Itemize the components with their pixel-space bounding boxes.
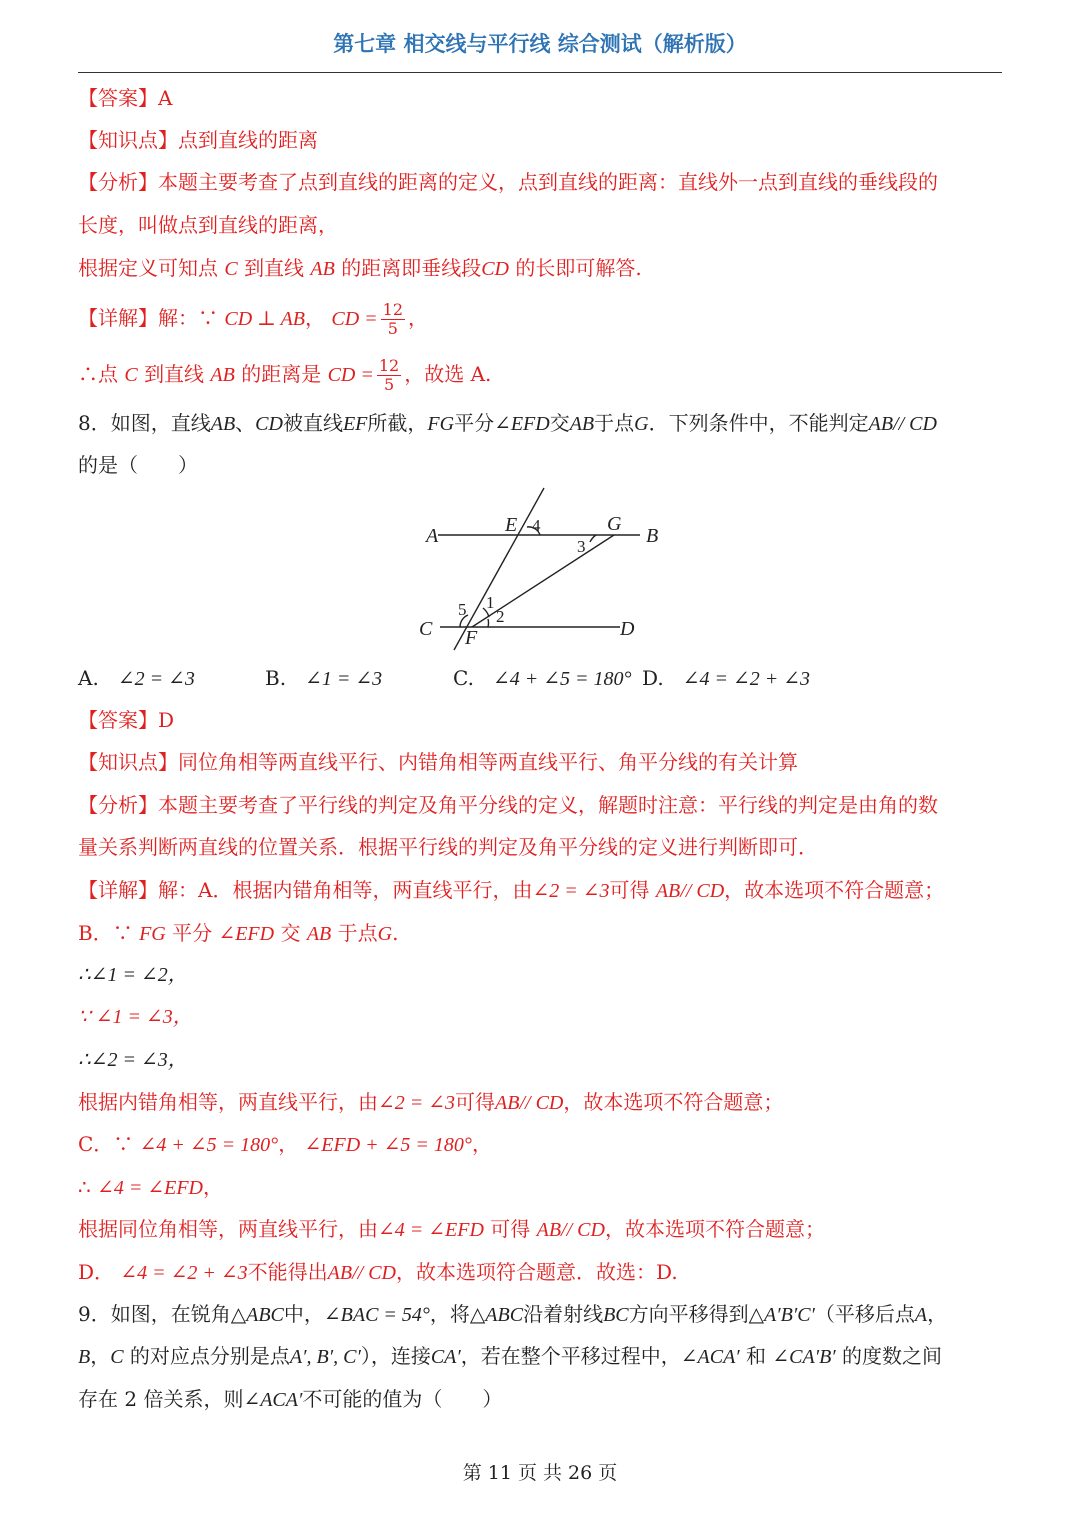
math: AB// CD — [327, 1262, 397, 1284]
text: B．∵ — [78, 921, 133, 945]
q8-knowledge-line — [78, 748, 1002, 776]
text: ，故本选项不符合题意； — [604, 1217, 825, 1241]
option-text: ∠2 = ∠3 — [117, 668, 195, 690]
math: CD — [481, 258, 510, 280]
math: ∠EFD — [494, 413, 550, 435]
option-label: A. — [78, 666, 99, 690]
text: 的度数之间 — [842, 1344, 943, 1368]
q7-knowledge-line — [78, 126, 1002, 154]
math: CA′ — [430, 1346, 461, 1368]
math: △ABC — [469, 1304, 524, 1326]
text: 的距离即垂线段 — [341, 256, 482, 280]
math: AB — [569, 413, 595, 435]
point-label-b: B — [646, 525, 659, 547]
text: 于点 — [594, 411, 635, 435]
option-c[interactable] — [453, 664, 632, 693]
point-label-f: F — [465, 627, 478, 649]
text: 方向平移得到 — [628, 1302, 749, 1326]
option-text: ∠1 = ∠3 — [305, 668, 383, 690]
math: AB — [210, 364, 235, 386]
q7-analysis-line-2: 长度，叫做点到直线的距离， — [78, 213, 338, 237]
text: 存在 2 倍关系，则 — [78, 1387, 244, 1411]
detail-label: 【详解】 — [78, 878, 158, 902]
option-label: D. — [642, 666, 664, 690]
math: ∠4 = ∠EFD — [378, 1219, 484, 1241]
text: 于点 — [337, 921, 378, 945]
point-label-a: A — [426, 525, 439, 547]
option-text: ∠4 + ∠5 = 180° — [493, 668, 632, 690]
q7-answer-line — [78, 84, 1002, 112]
text: 根据同位角相等，两直线平行，由 — [78, 1217, 378, 1241]
q8-detail-line-7 — [78, 1130, 1002, 1159]
math: FG — [427, 413, 455, 435]
math: ∠4 + ∠5 = 180° — [139, 1134, 279, 1156]
text: D． — [78, 1260, 115, 1284]
q9-stem-line-2 — [78, 1342, 1002, 1371]
math: ∠2 = ∠3 — [532, 880, 610, 902]
angle-label-4: 4 — [532, 516, 541, 535]
text: 交 — [280, 921, 301, 945]
math: AB// CD — [868, 413, 937, 435]
page-title: 第七章 相交线与平行线 综合测试（解析版） — [333, 32, 747, 56]
fraction-denominator: 5 — [383, 375, 395, 394]
text: ），连接 — [360, 1344, 431, 1368]
q8-analysis-line-2: 量关系判断两直线的位置关系．根据平行线的判定及角平分线的定义进行判断即可． — [78, 835, 818, 859]
q8-analysis-line-1 — [78, 791, 1002, 819]
q8-stem-line-2: 的是（ ） — [78, 453, 198, 477]
math: FG — [139, 923, 166, 945]
option-b[interactable] — [265, 664, 382, 693]
math: ∠BAC = 54° — [323, 1304, 430, 1326]
text: 沿着射线 — [523, 1302, 604, 1326]
math: BC — [603, 1304, 629, 1326]
line-fg — [472, 535, 614, 627]
analysis-text: 本题主要考查了点到直线的距离的定义，点到直线的距离：直线外一点到直线的垂线段的 — [158, 170, 938, 194]
page-number: 第 11 页 共 26 页 — [462, 1462, 618, 1484]
text: 可得 — [609, 878, 650, 902]
q8-detail-line-8 — [78, 1173, 1002, 1202]
fraction-numerator: 12 — [382, 300, 404, 319]
q8-detail-line-2 — [78, 919, 1002, 948]
angle-arc-3 — [590, 535, 596, 542]
text: ，故本选项不符合题意； — [563, 1090, 784, 1114]
text: 解：A．根据内错角相等，两直线平行，由 — [158, 878, 533, 902]
math: ∠ACA′ — [680, 1346, 740, 1368]
text: 不可能的值为（ ） — [302, 1387, 503, 1411]
text: ， — [90, 1344, 111, 1368]
answer-value: D — [158, 708, 175, 732]
text: （平移后点 — [814, 1302, 915, 1326]
q8-detail-line-3: ∴∠1 = ∠2， — [78, 964, 188, 986]
text: 所截， — [367, 411, 428, 435]
math: A — [914, 1304, 928, 1326]
text: ， — [278, 1132, 299, 1156]
text: ．下列条件中，不能判定 — [648, 411, 869, 435]
text: 被直线 — [282, 411, 343, 435]
q8-options — [78, 664, 1002, 694]
text: 的长即可解答. — [515, 256, 642, 280]
math: ∠EFD — [218, 923, 275, 945]
fraction — [381, 301, 405, 338]
option-a[interactable] — [78, 664, 195, 693]
q7-analysis-line-3 — [78, 254, 1002, 283]
text: 根据内错角相等，两直线平行，由 — [78, 1090, 378, 1114]
q8-detail-line-5: ∴∠2 = ∠3， — [78, 1049, 188, 1071]
text: 不能得出 — [247, 1260, 328, 1284]
math: ∠ACA′ — [243, 1389, 303, 1411]
text: 中， — [283, 1302, 324, 1326]
detail-label: 【详解】 — [78, 306, 158, 330]
text: ，故选 A. — [404, 362, 492, 386]
math: CD = — [327, 364, 374, 386]
text: ， — [305, 306, 326, 330]
text: ， — [202, 1175, 223, 1199]
math: ∠EFD + ∠5 = 180° — [304, 1134, 472, 1156]
point-label-e: E — [505, 514, 518, 536]
text: 可得 — [455, 1090, 496, 1114]
q8-detail-line-1 — [78, 876, 1002, 905]
text: . — [392, 921, 399, 945]
answer-label: 【答案】 — [78, 708, 158, 732]
analysis-label: 【分析】 — [78, 170, 158, 194]
q7-analysis-line-1 — [78, 168, 1002, 196]
header-rule — [78, 72, 1002, 73]
math: △A′B′C′ — [748, 1304, 815, 1326]
text: 根据定义可知点 — [78, 256, 218, 280]
text: 和 — [746, 1344, 767, 1368]
math: ∠4 = ∠2 + ∠3 — [120, 1262, 248, 1284]
knowledge-label: 【知识点】 — [78, 750, 178, 774]
math: CD ⊥ AB — [224, 308, 306, 330]
text: ， — [471, 1132, 492, 1156]
point-label-c: C — [419, 618, 433, 640]
math: CD — [255, 413, 283, 435]
parallel-lines-figure — [410, 484, 670, 654]
text: ，故本选项不符合题意； — [724, 878, 945, 902]
text: 的距离是 — [241, 362, 322, 386]
angle-arc-2 — [488, 619, 489, 627]
q8-detail-line-6 — [78, 1088, 1002, 1117]
text: 可得 — [490, 1217, 531, 1241]
angle-label-3: 3 — [577, 537, 586, 556]
q8-detail-line-9 — [78, 1215, 1002, 1244]
point-label-d: D — [620, 618, 635, 640]
knowledge-text: 同位角相等两直线平行、内错角相等两直线平行、角平分线的有关计算 — [178, 750, 798, 774]
math: AB — [310, 258, 335, 280]
text: C．∵ — [78, 1132, 134, 1156]
angle-label-2: 2 — [496, 607, 505, 626]
angle-label-1: 1 — [486, 593, 495, 612]
math: △ABC — [230, 1304, 284, 1326]
math: C — [110, 1346, 124, 1368]
text: 8．如图，直线 — [78, 411, 211, 435]
option-d[interactable] — [642, 664, 810, 693]
math: G — [377, 923, 393, 945]
text: 到直线 — [244, 256, 305, 280]
point-label-g: G — [607, 513, 622, 535]
text: 到直线 — [144, 362, 205, 386]
math: ∠CA′B′ — [772, 1346, 836, 1368]
text: ∴ — [78, 1175, 91, 1199]
q8-detail-line-4: ∵ ∠1 = ∠3， — [78, 1006, 193, 1028]
knowledge-label: 【知识点】 — [78, 128, 178, 152]
math: AB — [306, 923, 332, 945]
math: ∠2 = ∠3 — [378, 1092, 456, 1114]
text: 平分 — [172, 921, 213, 945]
fraction-denominator: 5 — [387, 319, 398, 338]
text: 、 — [235, 411, 256, 435]
q8-stem-line-1 — [78, 409, 1002, 438]
q7-detail-line-1 — [78, 298, 1002, 339]
text: ，将 — [429, 1302, 470, 1326]
math: B — [78, 1346, 91, 1368]
knowledge-text: 点到直线的距离 — [178, 128, 318, 152]
q9-stem-line-1: 9．如图，在锐角△ABC中，∠BAC = 54°，将△ABC沿着射线BC方向平移得到△A′B′C′（平移后点A， — [78, 1302, 948, 1326]
q8-detail-line-10 — [78, 1258, 1002, 1287]
math: C — [224, 258, 238, 280]
text: ，故本选项符合题意．故选：D. — [396, 1260, 678, 1284]
math: CD = — [331, 308, 378, 330]
math: ∠4 = ∠EFD — [97, 1177, 203, 1199]
analysis-text: 本题主要考查了平行线的判定及角平分线的定义，解题时注意：平行线的判定是由角的数 — [158, 793, 938, 817]
q9-stem-line-3 — [78, 1385, 1002, 1414]
text: ∴点 — [78, 362, 118, 386]
answer-value: A — [158, 86, 173, 110]
text: 交 — [549, 411, 570, 435]
q7-detail-line-2 — [78, 354, 1002, 395]
math: AB// CD — [495, 1092, 564, 1114]
option-text: ∠4 = ∠2 + ∠3 — [682, 668, 811, 690]
math: A′, B′, C′ — [289, 1346, 361, 1368]
math: AB// CD — [655, 880, 725, 902]
q8-answer-line — [78, 706, 1002, 734]
text: 的对应点分别是点 — [129, 1344, 290, 1368]
answer-label: 【答案】 — [78, 86, 158, 110]
math: G — [634, 413, 649, 435]
math: C — [124, 364, 138, 386]
text: ， — [408, 306, 429, 330]
text: ，若在整个平移过程中， — [460, 1344, 681, 1368]
math: AB — [210, 413, 236, 435]
math: EF — [342, 413, 368, 435]
option-label: C. — [453, 666, 474, 690]
fraction — [377, 357, 401, 394]
math: AB// CD — [536, 1219, 605, 1241]
text: 解：∵ — [158, 306, 218, 330]
text: 平分 — [454, 411, 495, 435]
option-label: B. — [265, 666, 287, 690]
text: 9．如图，在锐角 — [78, 1302, 231, 1326]
fraction-numerator: 12 — [378, 356, 400, 375]
angle-label-5: 5 — [458, 600, 467, 619]
analysis-label: 【分析】 — [78, 793, 158, 817]
